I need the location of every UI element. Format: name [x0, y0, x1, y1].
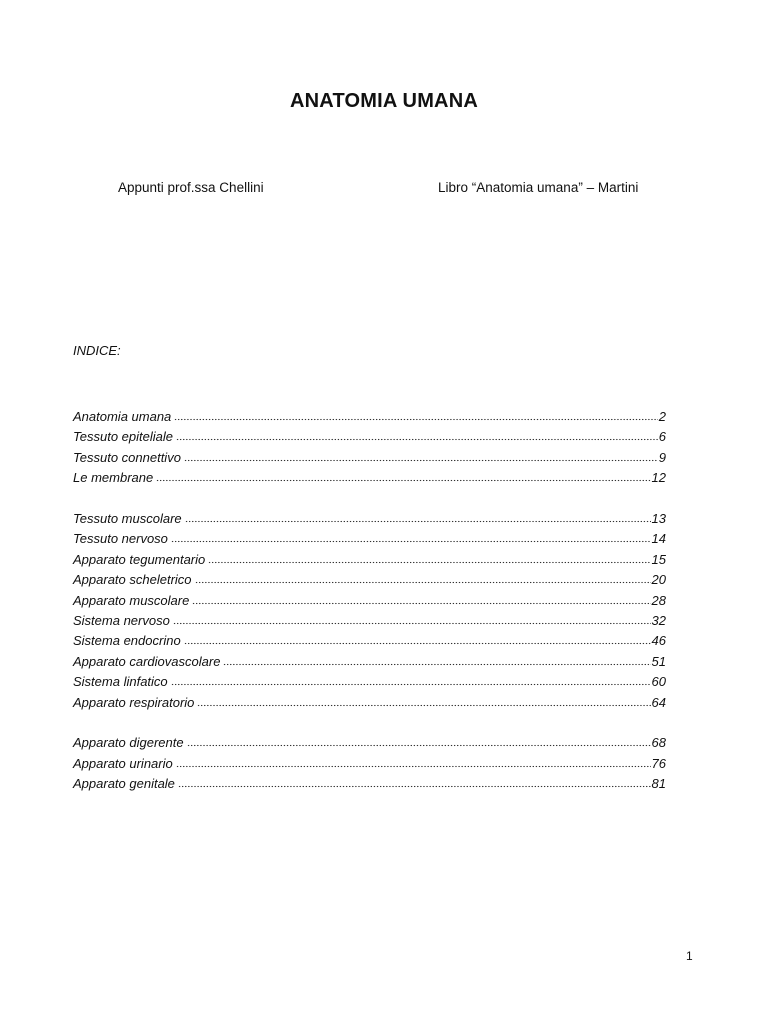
toc-entry	[73, 570, 666, 590]
toc-entry-page: 15	[651, 551, 666, 567]
toc-entry-page: 60	[651, 674, 666, 690]
toc-entry-page: 28	[651, 592, 666, 608]
toc-dot-leader	[171, 530, 651, 544]
toc-entry-page: 51	[651, 653, 666, 669]
toc-entry-page: 76	[651, 755, 666, 771]
toc-entry-page: 13	[651, 511, 666, 527]
toc-entry-page: 64	[651, 694, 666, 710]
toc-entry-label: Sistema linfatico	[73, 674, 168, 690]
toc-entry	[73, 448, 666, 468]
index-heading: INDICE:	[73, 343, 121, 358]
toc-entry-label: Apparato respiratorio	[73, 694, 195, 710]
toc-dot-leader	[197, 694, 650, 708]
toc-entry	[73, 529, 666, 549]
toc-dot-leader	[156, 469, 650, 483]
toc-dot-leader	[173, 612, 651, 626]
toc-dot-leader	[208, 551, 650, 565]
toc-entry	[73, 652, 666, 672]
toc-dot-leader	[171, 673, 651, 687]
toc-entry	[73, 509, 666, 529]
toc-entry	[73, 774, 666, 794]
toc-dot-leader	[176, 755, 651, 769]
toc-dot-leader	[184, 449, 658, 463]
toc-entry-label: Tessuto epiteliale	[73, 429, 173, 445]
toc-entry	[73, 754, 666, 774]
toc-entry-label: Anatomia umana	[73, 409, 172, 424]
toc-entry	[73, 407, 666, 427]
toc-entry-label: Tessuto muscolare	[73, 511, 182, 527]
toc-entry	[73, 631, 666, 651]
toc-entry-page: 81	[651, 776, 666, 792]
toc-entry-label: Apparato cardiovascolare	[73, 653, 221, 669]
toc-entry-label: Apparato urinario	[73, 755, 173, 771]
toc-group-2	[73, 509, 666, 713]
toc-dot-leader	[176, 428, 658, 442]
toc-entry-label: Apparato tegumentario	[73, 551, 206, 567]
toc-entry-label: Apparato scheletrico	[73, 572, 192, 588]
toc-entry-page: 9	[658, 449, 666, 465]
toc-entry	[73, 693, 666, 713]
toc-entry-label: Sistema nervoso	[73, 613, 170, 629]
toc-dot-leader	[178, 775, 651, 789]
toc-dot-leader	[184, 632, 651, 646]
table-of-contents	[73, 407, 666, 795]
toc-dot-leader	[223, 653, 650, 667]
toc-dot-leader	[192, 592, 650, 606]
toc-entry-page: 12	[651, 470, 666, 486]
toc-entry	[73, 611, 666, 631]
toc-entry-page: 20	[651, 572, 666, 588]
toc-entry-label: Sistema endocrino	[73, 633, 181, 649]
notes-source: Appunti prof.ssa Chellini	[118, 180, 264, 195]
toc-entry	[73, 591, 666, 611]
toc-dot-leader	[187, 734, 651, 748]
toc-entry	[73, 468, 666, 488]
toc-entry-page: 2	[658, 409, 666, 424]
toc-entry	[73, 672, 666, 692]
toc-entry-label: Apparato digerente	[73, 735, 184, 751]
toc-dot-leader	[195, 571, 651, 585]
toc-entry-page: 68	[651, 735, 666, 751]
toc-dot-leader	[174, 408, 657, 422]
toc-entry-label: Tessuto nervoso	[73, 531, 168, 547]
toc-entry	[73, 733, 666, 753]
toc-entry-page: 14	[651, 531, 666, 547]
document-title: ANATOMIA UMANA	[290, 90, 478, 112]
toc-entry-label: Apparato muscolare	[73, 592, 190, 608]
toc-entry-label: Apparato genitale	[73, 776, 175, 792]
toc-entry-page: 32	[651, 613, 666, 629]
toc-entry	[73, 550, 666, 570]
toc-dot-leader	[185, 510, 651, 524]
toc-entry-label: Le membrane	[73, 470, 154, 486]
toc-entry-label: Tessuto connettivo	[73, 449, 181, 465]
book-source: Libro “Anatomia umana” – Martini	[438, 180, 639, 195]
page-number: 1	[686, 949, 693, 963]
toc-group-3	[73, 733, 666, 794]
toc-entry-page: 46	[651, 633, 666, 649]
toc-group-1	[73, 407, 666, 489]
toc-entry	[73, 427, 666, 447]
toc-entry-page: 6	[658, 429, 666, 445]
